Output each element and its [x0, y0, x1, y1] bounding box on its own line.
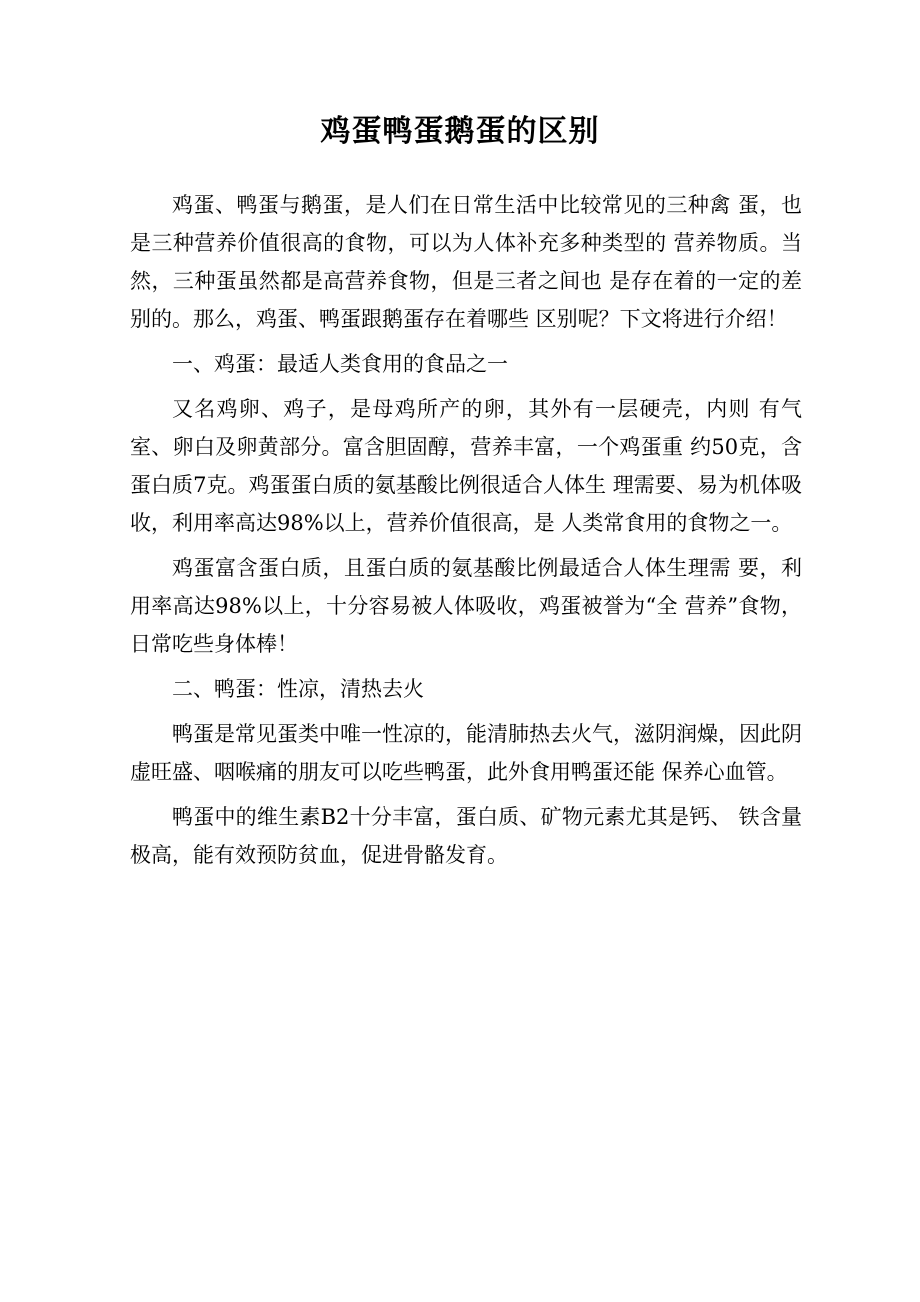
chicken-egg-paragraph-2: 鸡蛋富含蛋白质，且蛋白质的氨基酸比例最适合人体生理需 要，利用率高达98%以上，十分容易被人体吸收，鸡蛋被誉为“全 营养”食物，日常吃些身体棒！ [130, 556, 802, 656]
section-heading-duck-egg: 二、鸭蛋：性凉，清热去火 [172, 677, 424, 701]
duck-egg-paragraph-1: 鸭蛋是常见蛋类中唯一性凉的，能清肺热去火气，滋阴润燥，因此阴虚旺盛、咽喉痛的朋友可以吃些鸭蛋，此外食用鸭蛋还能 保养心血管。 [130, 722, 802, 784]
intro-paragraph: 鸡蛋、鸭蛋与鹅蛋，是人们在日常生活中比较常见的三种禽 蛋，也是三种营养价值很高的食物，可以为人体补充多种类型的 营养物质。当然，三种蛋虽然都是高营养食物，但是三者之间也 是存在着的一定的差别的。那么，鸡蛋、鸭蛋跟鹅蛋存在着哪些 区别呢？下文将进行介绍！ [130, 193, 802, 331]
section-heading-chicken-egg: 一、鸡蛋：最适人类食用的食品之一 [172, 352, 508, 376]
document-title: 鸡蛋鸭蛋鹅蛋的区别 [320, 114, 600, 149]
chicken-egg-paragraph-1: 又名鸡卵、鸡子，是母鸡所产的卵，其外有一层硬壳，内则 有气室、卵白及卵黄部分。富含胆固醇，营养丰富，一个鸡蛋重 约50克，含蛋白质7克。鸡蛋蛋白质的氨基酸比例很适合人体生 理需要、易为机体吸收，利用率高达98%以上，营养价值很高，是 人类常食用的食物之一。 [130, 397, 802, 535]
document-body [130, 186, 802, 874]
duck-egg-paragraph-2: 鸭蛋中的维生素B2十分丰富，蛋白质、矿物元素尤其是钙、 铁含量极高，能有效预防贫血，促进骨骼发育。 [130, 805, 802, 867]
